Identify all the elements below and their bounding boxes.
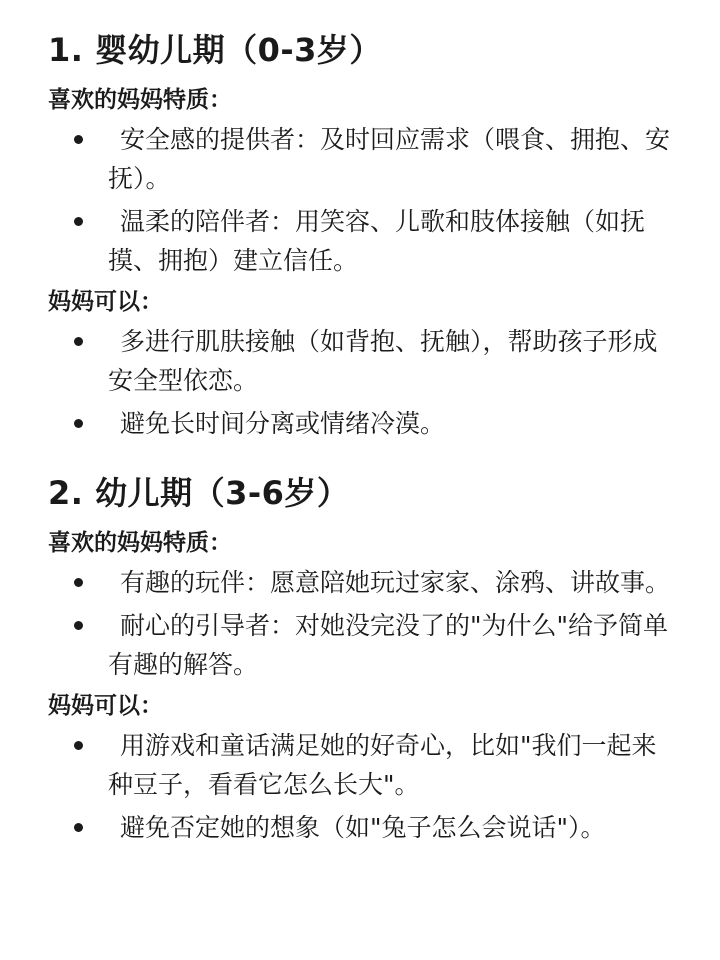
sub-heading: 喜欢的妈妈特质： (48, 87, 232, 113)
section-title: 2. 幼儿期（3-6岁） (48, 474, 350, 512)
list-item (48, 404, 680, 443)
traits-group (48, 84, 680, 280)
traits-group (48, 527, 680, 684)
list-item-text: 用游戏和童话满足她的好奇心，比如"我们一起来种豆子，看看它怎么长大"。 (108, 731, 657, 799)
section-infancy (48, 28, 680, 443)
sub-heading: 妈妈可以： (48, 693, 163, 719)
list-item (48, 322, 680, 400)
bullet-list (48, 563, 680, 684)
bullet-icon (74, 823, 83, 832)
actions-group (48, 690, 680, 847)
section-title: 1. 婴幼儿期（0-3岁） (48, 31, 382, 69)
bullet-icon (74, 741, 83, 750)
list-item-text: 安全感的提供者：及时回应需求（喂食、拥抱、安抚）。 (108, 125, 671, 193)
bullet-list (48, 726, 680, 847)
sub-heading: 妈妈可以： (48, 289, 163, 315)
list-item-text: 避免否定她的想象（如"兔子怎么会说话"）。 (120, 813, 606, 842)
bullet-list (48, 322, 680, 443)
list-item (48, 606, 680, 684)
section-early-childhood (48, 471, 680, 847)
list-item-text: 避免长时间分离或情绪冷漠。 (120, 409, 446, 438)
bullet-icon (74, 135, 83, 144)
list-item (48, 563, 680, 602)
list-item (48, 808, 680, 847)
bullet-icon (74, 578, 83, 587)
list-item (48, 120, 680, 198)
bullet-icon (74, 419, 83, 428)
sub-heading: 喜欢的妈妈特质： (48, 530, 232, 556)
list-item (48, 202, 680, 280)
list-item-text: 温柔的陪伴者：用笑容、儿歌和肢体接触（如抚摸、拥抱）建立信任。 (108, 207, 646, 275)
bullet-icon (74, 337, 83, 346)
bullet-icon (74, 621, 83, 630)
bullet-list (48, 120, 680, 280)
list-item-text: 多进行肌肤接触（如背抱、抚触），帮助孩子形成安全型依恋。 (108, 327, 658, 395)
list-item-text: 耐心的引导者：对她没完没了的"为什么"给予简单有趣的解答。 (108, 611, 668, 679)
list-item (48, 726, 680, 804)
actions-group (48, 286, 680, 443)
bullet-icon (74, 217, 83, 226)
list-item-text: 有趣的玩伴：愿意陪她玩过家家、涂鸦、讲故事。 (120, 568, 671, 597)
